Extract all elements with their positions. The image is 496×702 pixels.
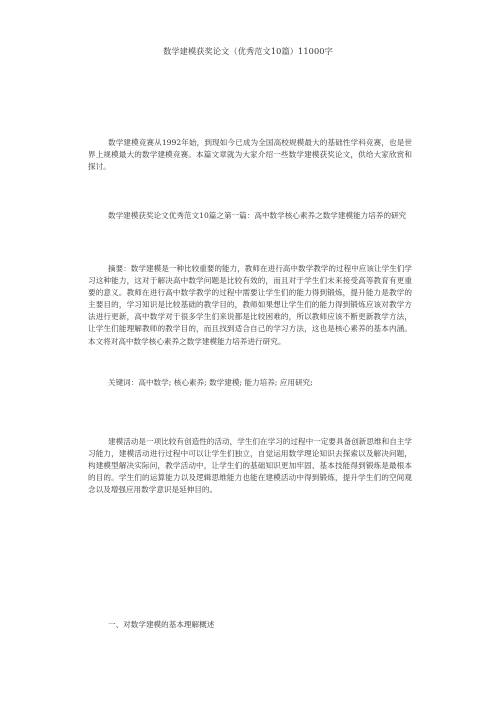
section-heading: 一、对数学建模的基本理解概述 [108, 620, 215, 629]
body-paragraph: 建模活动是一项比较有创造性的活动，学生们在学习的过程中一定要具备创新思维和自主学习能力，建模活动进行过程中可以让学生们独立，自觉运用数学理论知识去探索以及解决问题，构建模型解决实际问，教学活动中，让学生们的基础知识更加牢固、基本技能得到锻炼是最根本的目的。学生们的运算能力以及逻辑思维能力也能在建模活动中得到锻炼，提升学生们的空间观念以及增强应用数学意识是延伸目的。 [88, 437, 412, 495]
abstract-paragraph: 摘要：数学建模是一种比较重要的能力，教师在进行高中数学教学的过程中应该让学生们学习这种能力，这对于解决高中数学问题是比较有效的，而且对于学生们未来接受高等教育有更重要的意义。教师在进行高中数学教学的过程中需要让学生们的能力得到锻炼，提升能力是教学的主要目的，学习知识是比较基础的教学目的，教师如果想让学生们的能力得到锻炼应该对教学方法进行更新，高中数学对于很多学生们来说都是比较困难的，所以教师应该不断更新教学方法，让学生们能理解教师的教学目的，而且找到适合自己的学习方法，这也是核心素养的基本内涵。本文将对高中数学核心素养之数学建模能力培养进行研究。 [88, 264, 412, 346]
keywords-line: 关键词：高中数学; 核心素养; 数学建模; 能力培养; 应用研究; [108, 378, 313, 387]
article-heading: 数学建模获奖论文优秀范文10篇之第一篇：高中数学核心素养之数学建模能力培养的研究 [108, 211, 407, 220]
intro-paragraph: 数学建模竞赛从1992年始，到现如今已成为全国高校规模最大的基础性学科竞赛，也是世界上规模最大的数学建模竞赛。本篇文章就为大家介绍一些数学建模获奖论文，供给大家欣赏和探讨。 [88, 138, 412, 172]
document-title: 数学建模获奖论文（优秀范文10篇）11000字 [163, 46, 333, 56]
